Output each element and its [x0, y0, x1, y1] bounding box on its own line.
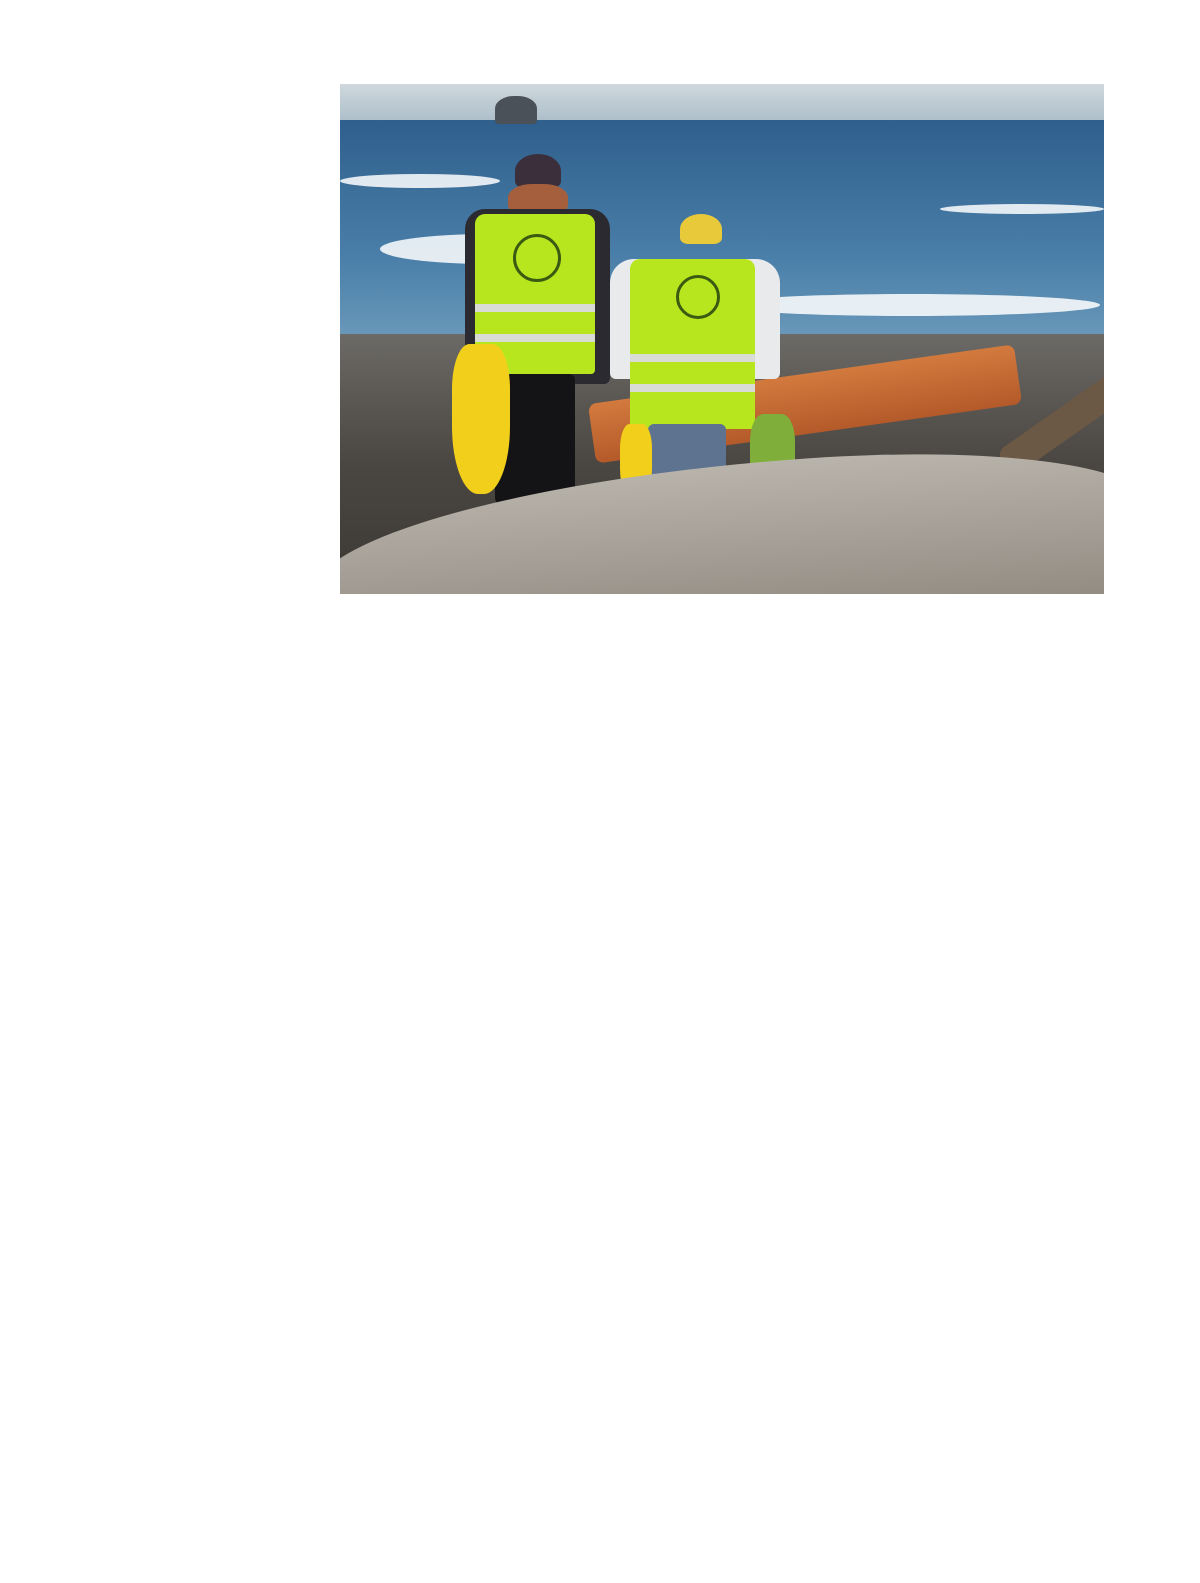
photo-wave [940, 204, 1104, 214]
beach-cleanup-photo [340, 84, 1104, 594]
lions-logo-icon [513, 234, 561, 282]
cap [515, 154, 561, 188]
volunteer-left [460, 154, 620, 514]
page-footer [888, 1538, 1108, 1568]
safety-vest [630, 259, 755, 429]
photo-sky [340, 84, 1104, 120]
lions-logo-icon [676, 275, 720, 319]
cap [680, 214, 722, 244]
photo-sea-stack [495, 96, 537, 124]
trash-bag-yellow [452, 344, 510, 494]
